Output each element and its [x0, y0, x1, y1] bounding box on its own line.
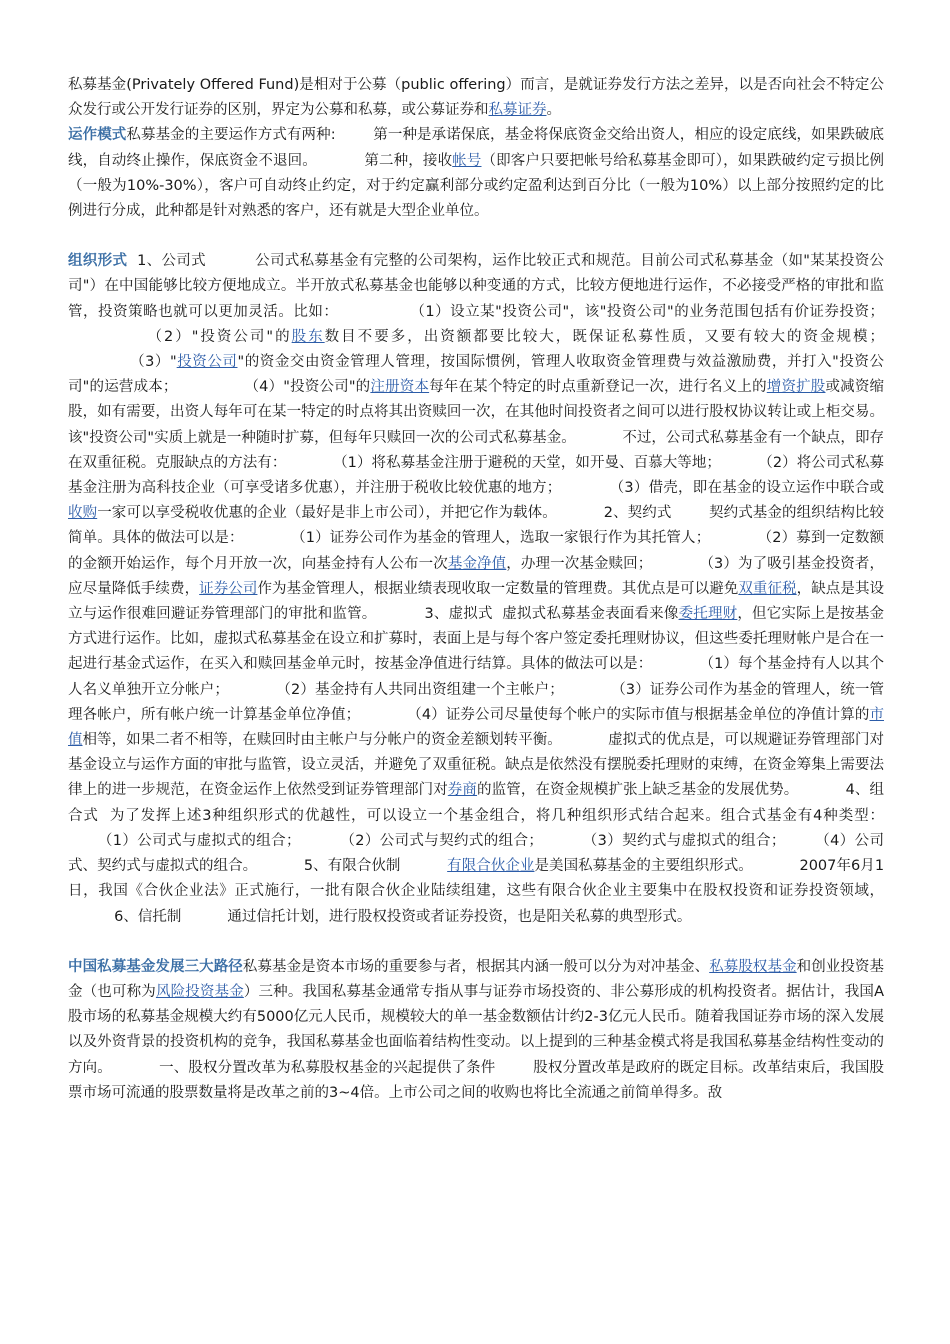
text: 第二种，接收 [364, 152, 453, 169]
text: "的资金交由资金管理人管理，按国际惯例，管理人收取资金管理费与效益激励费，并打入"投资公司"的运营成本； [68, 354, 884, 396]
spacer [557, 505, 604, 521]
text: 一家可以享受税收优惠的企业（最好是非上市公司），并把它作为载体。 [97, 505, 557, 522]
spacer [360, 707, 407, 723]
text: （1）证券公司作为基金的管理人，选取一家银行作为其托管人； [291, 530, 711, 547]
link-registered-capital[interactable]: 注册资本 [370, 379, 430, 396]
link-double-taxation[interactable]: 双重征税 [738, 580, 797, 597]
text: 2007年6月1日，我国《合伙企业法》正式施行，一批有限合伙企业陆续组建，这些有限合伙企业主要集中在股权投资和证券投资领域， [68, 858, 885, 900]
text: 3、虚拟式 [424, 606, 493, 623]
link-private-equity-fund[interactable]: 私募股权基金 [709, 958, 797, 975]
spacer [562, 732, 608, 748]
text: 私募基金的主要运作方式有两种: [126, 127, 336, 144]
spacer [244, 530, 291, 546]
spacer [300, 833, 340, 849]
text: 是美国私募基金的主要组织形式。 [534, 858, 753, 875]
spacer [710, 530, 757, 546]
text: （2）公司式与契约式的组合； [340, 832, 543, 849]
section-heading-three-paths: 中国私募基金发展三大路径 [68, 958, 243, 975]
paragraph-organization-form [68, 249, 884, 929]
text: 公司式私募基金有完整的公司架构，运作比较正式和规范。目前公司式私募基金（如"某某投资公司"）在中国能够比较方便地成立。半开放式私募基金也能够以种变通的方式，比较方便地进行运作，不必接受严格的审批和监管，投资策略也就可以更加灵活。比如： [68, 253, 885, 320]
spacer [785, 833, 815, 849]
link-limited-partnership[interactable]: 有限合伙企业 [447, 858, 535, 875]
text: （3）借壳，即在基金的设立运作中联合或 [609, 480, 884, 497]
spacer [493, 606, 503, 622]
link-market-value[interactable]: 市值 [68, 706, 884, 749]
spacer [652, 556, 699, 572]
text: （1）每个基金持有人以其个人名义单独开立分帐户； [68, 656, 885, 698]
text: 通过信托计划，进行股权投资或者证券投资，也是阳关私募的典型形式。 [227, 908, 692, 925]
text: 作为基金管理人，根据业绩表现收取一定数量的管理费。其优点是可以避免 [257, 580, 739, 597]
spacer [206, 253, 255, 269]
spacer [495, 1060, 533, 1076]
text: 私募基金是资本市场的重要参与者，根据其内涵一般可以分为对冲基金、 [242, 958, 710, 975]
spacer [564, 682, 612, 698]
link-acquisition[interactable]: 收购 [68, 505, 98, 522]
text: 虚拟式的优点是，可以规避证券管理部门对基金设立与运作方面的审批与监管，设立灵活，并避免了双重征税。缺点是依然没有摆脱委托理财的束缚，在资金筹集上需要法律上的进一步规范，在资金运作上依然受到证券管理部门对 [68, 732, 885, 799]
text: 第一种是承诺保底，基金将保底资金交给出资人，相应的设定底线，如果跌破底线，自动终止操作，保底资金不退回。 [68, 127, 885, 169]
text: 和创业投资基金（也可称为 [68, 958, 885, 1000]
text: 股权分置改革是政府的既定目标。改革结束后，我国股票市场可流通的股票数量将是改革之前的3~4倍。上市公司之间的收购也将比全流通之前简单得多。敌 [68, 1059, 885, 1101]
text: 每年在某个特定的时点重新登记一次，进行名义上的 [429, 379, 767, 396]
spacer [229, 682, 277, 698]
text: （2）将公司式私募基金注册为高科技企业（可享受诸多优惠），并注册于税收比较优惠的地方； [68, 454, 885, 497]
text: 私募基金(Privately Offered Fund)是相对于公募（public offering）而言，是就证券发行方法之差异，以是否向社会不特定公众发行或公开发行证券的区别，界定为公募和私募，或公募证券和 [68, 77, 884, 119]
text: 6、信托制 [114, 908, 182, 925]
link-investment-company[interactable]: 投资公司 [176, 354, 238, 371]
text: 契约式基金的组织结构比较简单。具体的做法可以是： [68, 505, 885, 547]
spacer [543, 833, 583, 849]
text: ，缺点是其设立与运作很难回避证券管理部门的审批和监管。 [68, 580, 885, 623]
spacer [336, 127, 374, 143]
text: （3）证券公司作为基金的管理人，统一管理各帐户，所有帐户统一计算基金单位净值； [68, 681, 885, 723]
link-private-securities[interactable]: 私募证券 [488, 102, 547, 119]
document-body [68, 73, 884, 1106]
spacer [177, 379, 244, 395]
spacer [286, 455, 333, 471]
text: ，但它实际上是按基金方式进行运作。比如，虚拟式私募基金在设立和扩募时，表面上是与每个客户签定委托理财协议，但这些委托理财帐户是合在一起进行基金式运作，在买入和赎回基金单元时，按基金净值进行结算。具体的做法可以是： [68, 606, 885, 673]
text: 虚拟式私募基金表面看来像 [502, 606, 679, 623]
spacer [68, 354, 130, 370]
text: 不过，公司式私募基金有一个缺点，即存在双重征税。克服缺点的方法有： [68, 429, 885, 471]
text: （2）基金持有人共同出资组建一个主帐户； [276, 681, 564, 698]
text: （4）证券公司尽量使每个帐户的实际市值与根据基金单位的净值计算的 [407, 706, 870, 723]
spacer [99, 808, 110, 824]
text: 2、契约式 [603, 505, 672, 522]
text: 相等，如果二者不相等，在赎回时由主帐户与分帐户的资金差额划转平衡。 [82, 732, 562, 749]
text: 5、有限合伙制 [303, 858, 401, 875]
spacer [652, 656, 699, 672]
text: （1）设立某"投资公司"，该"投资公司"的业务范围包括有价证券投资； [410, 303, 885, 320]
text: （2）"投资公司"的 [147, 328, 292, 345]
link-securities-company[interactable]: 证券公司 [199, 580, 258, 597]
spacer [376, 606, 424, 622]
section-heading-operation-mode: 运作模式 [68, 127, 127, 144]
text: 的监管，在资金规模扩张上缺乏基金的发展优势。 [477, 782, 799, 799]
text: （即客户只要把帐号给私募基金即可），如果跌破约定亏损比例（一般为10%-30%），客户可自动终止约定，对于约定赢利部分或约定盈利达到百分比（一般为10%）以上部分按照约定的比例进行分成，此种都是针对熟悉的客户，还有就是大型企业单位。 [68, 152, 885, 220]
text: （3）为了吸引基金投资者，应尽量降低手续费， [68, 555, 884, 597]
link-venture-capital-fund[interactable]: 风险投资基金 [155, 983, 244, 1000]
spacer [561, 480, 609, 496]
link-fund-nav[interactable]: 基金净值 [447, 555, 507, 572]
spacer [671, 505, 709, 521]
text: 1、公司式 [127, 253, 206, 270]
spacer [721, 455, 758, 471]
spacer [317, 153, 365, 169]
spacer [401, 858, 448, 874]
paragraph-three-paths [68, 955, 884, 1106]
spacer [576, 430, 623, 446]
spacer [798, 782, 845, 798]
text: （2）募到一定数额的金额开始运作，每个月开放一次，向基金持有人公布一次 [68, 530, 884, 572]
spacer [257, 858, 304, 874]
text: 或减资缩股，如有需要，出资人每年可在某一特定的时点将其出资赎回一次，在其他时间投资者之间可以进行股权协议转让或上柜交易。该"投资公司"实质上就是一种随时扩募，但每年只赎回一次的公司式私募基金。 [68, 379, 885, 446]
paragraph-gap [68, 224, 884, 249]
text: 。 [546, 102, 561, 119]
paragraph-gap [68, 930, 884, 955]
spacer [753, 858, 800, 874]
link-brokerage[interactable]: 券商 [447, 782, 478, 799]
spacer [338, 304, 410, 320]
text: ）三种。我国私募基金通常专指从事与证券市场投资的、非公募形成的机构投资者。据估计，我国A股市场的私募基金规模大约有5000亿元人民币，规模较大的单一基金数额估计约2-3亿元人民币。随着我国证券市场的深入发展以及外资背景的投资机构的竞争，我国私募基金也面临着结构性变动。以上提到的三种基金模式将是我国私募基金结构性变动的方向。 [68, 983, 884, 1076]
spacer [112, 1060, 159, 1076]
text: 为了发挥上述3种组织形式的优越性，可以设立一个基金组合，将几种组织形式结合起来。组合式基金有4种类型： [109, 807, 885, 824]
text: 一、股权分置改革为私募股权基金的兴起提供了条件 [159, 1059, 496, 1076]
text: ，办理一次基金赎回； [506, 555, 653, 572]
spacer [68, 909, 114, 925]
link-shareholder[interactable]: 股东 [291, 328, 325, 345]
text: 4、组合式 [68, 782, 885, 824]
text: （1）公司式与虚拟式的组合； [97, 832, 301, 849]
link-capital-increase[interactable]: 增资扩股 [766, 379, 826, 396]
text: （3）" [130, 354, 177, 371]
spacer [68, 833, 98, 849]
text: （1）将私募基金注册于避税的天堂，如开曼、百慕大等地； [333, 454, 721, 471]
text: （4）公司式、契约式与虚拟式的组合。 [68, 832, 884, 875]
paragraph-definition [68, 73, 884, 123]
section-heading-organization-form: 组织形式 [68, 253, 128, 270]
spacer [68, 329, 147, 345]
link-account[interactable]: 帐号 [452, 152, 482, 169]
text: （4）"投资公司"的 [244, 379, 371, 396]
link-entrusted-finance[interactable]: 委托理财 [678, 606, 738, 623]
paragraph-operation-mode [68, 123, 884, 224]
spacer [181, 909, 227, 925]
text: （3）契约式与虚拟式的组合； [582, 832, 786, 849]
text: 数目不要多，出资额都要比较大，既保证私募性质，又要有较大的资金规模； [324, 328, 885, 345]
